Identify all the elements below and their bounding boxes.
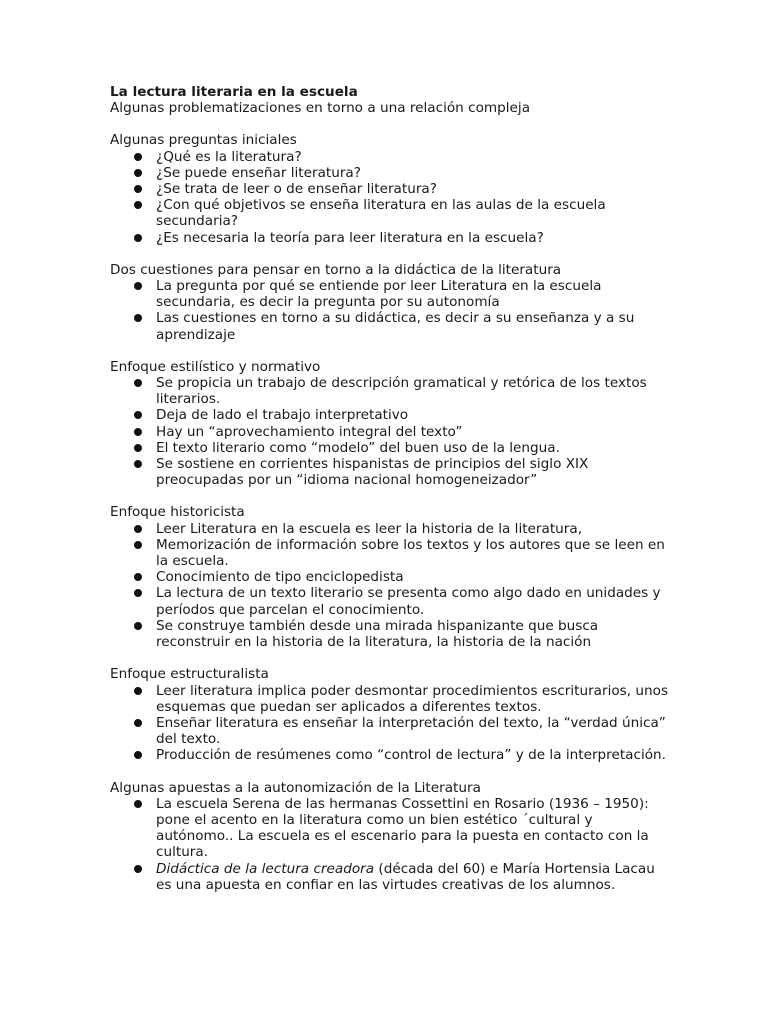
section-heading: Enfoque estructuralista xyxy=(110,666,269,683)
list-item: Conocimiento de tipo enciclopedista xyxy=(110,569,670,585)
list-item: Hay un “aprovechamiento integral del texto” xyxy=(110,424,670,440)
list-item: Deja de lado el trabajo interpretativo xyxy=(110,407,670,423)
list-item: La lectura de un texto literario se presenta como algo dado en unidades y períodos que parcelan el conocimiento. xyxy=(110,585,670,617)
list-item-lectura-creadora xyxy=(110,861,670,893)
section-enfoque-historicista xyxy=(110,504,670,650)
bullet-list xyxy=(110,683,670,764)
list-item: Leer literatura implica poder desmontar procedimientos escriturarios, unos esquemas que puedan ser aplicados a diferentes textos. xyxy=(110,683,670,715)
section-heading: Enfoque historicista xyxy=(110,504,245,521)
list-item: Memorización de información sobre los textos y los autores que se leen en la escuela. xyxy=(110,537,670,569)
list-item: Producción de resúmenes como “control de lectura” y de la interpretación. xyxy=(110,747,670,763)
section-heading: Dos cuestiones para pensar en torno a la didáctica de la literatura xyxy=(110,261,562,278)
list-item: La pregunta por qué se entiende por leer Literatura en la escuela secundaria, es decir la pregunta por su autonomía xyxy=(110,278,670,310)
bullet-list xyxy=(110,375,670,488)
list-item: ¿Con qué objetivos se enseña literatura en las aulas de la escuela secundaria? xyxy=(110,197,670,229)
section-heading: Algunas apuestas a la autonomización de la Literatura xyxy=(110,779,481,796)
list-item: El texto literario como “modelo” del buen uso de la lengua. xyxy=(110,440,670,456)
book-title: Didáctica de la lectura creadora xyxy=(156,860,375,877)
list-item: ¿Es necesaria la teoría para leer literatura en la escuela? xyxy=(110,230,670,246)
section-heading: Enfoque estilístico y normativo xyxy=(110,358,321,375)
section-enfoque-estilistico xyxy=(110,359,670,489)
document-subtitle: Algunas problematizaciones en torno a una relación compleja xyxy=(110,100,531,117)
section-enfoque-estructuralista xyxy=(110,666,670,763)
document-title: La lectura literaria en la escuela xyxy=(110,84,358,100)
section-apuestas-autonomizacion xyxy=(110,780,670,893)
bullet-list xyxy=(110,521,670,651)
bullet-list xyxy=(110,278,670,343)
list-item: ¿Qué es la literatura? xyxy=(110,149,670,165)
list-item: ¿Se puede enseñar literatura? xyxy=(110,165,670,181)
section-preguntas-iniciales xyxy=(110,132,670,245)
list-item: Se propicia un trabajo de descripción gramatical y retórica de los textos literarios. xyxy=(110,375,670,407)
section-dos-cuestiones xyxy=(110,262,670,343)
list-item: La escuela Serena de las hermanas Cossettini en Rosario (1936 – 1950): pone el acento en la literatura como un bien estético ´cultural y autónomo.. La escuela es el escenario para la puesta en contacto con la cultura. xyxy=(110,796,670,861)
list-item-text: (década del 60) e María Hortensia Lacau es una apuesta en confiar en las virtudes creativas de los alumnos. xyxy=(156,860,655,893)
list-item: Enseñar literatura es enseñar la interpretación del texto, la “verdad única” del texto. xyxy=(110,715,670,747)
list-item: Se construye también desde una mirada hispanizante que busca reconstruir en la historia de la literatura, la historia de la nación xyxy=(110,618,670,650)
section-heading: Algunas preguntas iniciales xyxy=(110,132,297,149)
list-item: Las cuestiones en torno a su didáctica, es decir a su enseñanza y a su aprendizaje xyxy=(110,310,670,342)
list-item: Leer Literatura en la escuela es leer la historia de la literatura, xyxy=(110,521,670,537)
list-item: Se sostiene en corrientes hispanistas de principios del siglo XIX preocupadas por un “idioma nacional homogeneizador” xyxy=(110,456,670,488)
document-page xyxy=(110,84,670,893)
bullet-list xyxy=(110,796,670,893)
list-item: ¿Se trata de leer o de enseñar literatura? xyxy=(110,181,670,197)
bullet-list xyxy=(110,149,670,246)
